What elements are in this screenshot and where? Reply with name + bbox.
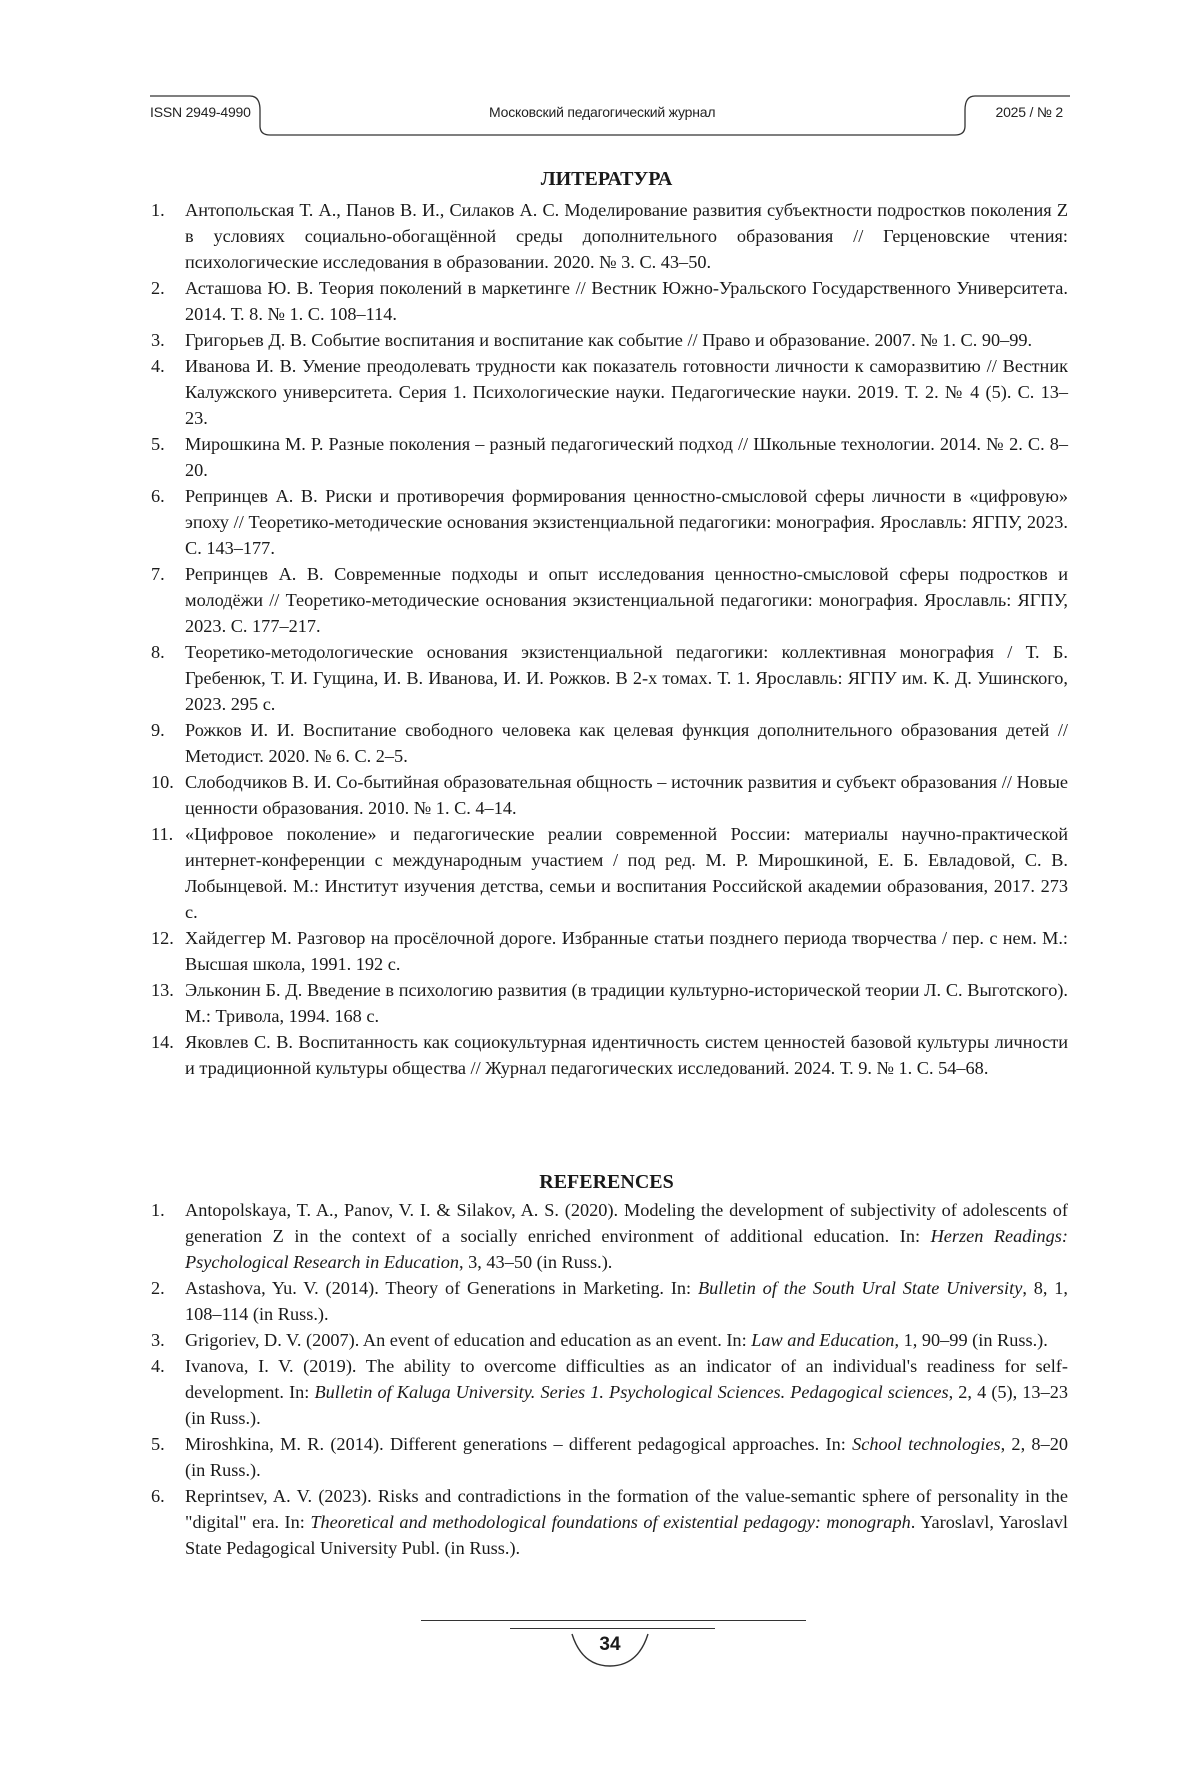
ref-text: Reprintsev, A. V. (2023). Risks and contradictions in the formation of the value-semantic sphere of personality in the "digital" era. In: bbox=[185, 1486, 1068, 1532]
issn-label: ISSN 2949-4990 bbox=[150, 104, 251, 120]
ref-text: Miroshkina, M. R. (2014). Different generations – different pedagogical approaches. In: bbox=[185, 1434, 852, 1454]
item-number: 4. bbox=[151, 1353, 165, 1379]
item-number: 10. bbox=[151, 769, 174, 795]
item-number: 13. bbox=[151, 977, 174, 1003]
item-number: 9. bbox=[151, 717, 165, 743]
item-number: 6. bbox=[151, 483, 165, 509]
item-text: Рожков И. И. Воспитание свободного человека как целевая функция дополнительного образования детей // Методист. 2020. № 6. С. 2–5. bbox=[185, 720, 1068, 766]
item-number: 8. bbox=[151, 639, 165, 665]
journal-title: Московский педагогический журнал bbox=[489, 104, 715, 120]
ref-source: Theoretical and methodological foundations of existential pedagogy: monograph bbox=[310, 1512, 910, 1532]
item-number: 2. bbox=[151, 1275, 165, 1301]
item-text: Яковлев С. В. Воспитанность как социокультурная идентичность систем ценностей базовой культуры личности и традиционной культуры общества // Журнал педагогических исследований. 2024. Т. 9. № 1. С. 54–68. bbox=[185, 1032, 1068, 1078]
ref-tail: , 8, 1, 108–114 (in Russ.). bbox=[185, 1278, 1068, 1324]
item-number: 3. bbox=[151, 327, 165, 353]
ref-text: Antopolskaya, T. A., Panov, V. I. & Silakov, A. S. (2020). Modeling the development of subjectivity of adolescents of generation Z in the context of a socially enriched environment of additional education. In: bbox=[185, 1200, 1068, 1246]
ref-source: Law and Education bbox=[751, 1330, 894, 1350]
item-text: Григорьев Д. В. Событие воспитания и воспитание как событие // Право и образование. 2007. № 1. С. 90–99. bbox=[185, 330, 1032, 350]
item-text: Антопольская Т. А., Панов В. И., Силаков А. С. Моделирование развития субъектности подростков поколения Z в условиях социально-обогащённой среды дополнительного образования // Герценовские чтения: психологические исследования в образовании. 2020. № 3. С. 43–50. bbox=[185, 200, 1068, 272]
item-text: Асташова Ю. В. Теория поколений в маркетинге // Вестник Южно-Уральского Государственного Университета. 2014. Т. 8. № 1. С. 108–114. bbox=[185, 278, 1068, 324]
item-number: 7. bbox=[151, 561, 165, 587]
ref-tail: , 3, 43–50 (in Russ.). bbox=[459, 1252, 612, 1272]
item-number: 1. bbox=[151, 1197, 165, 1223]
item-number: 3. bbox=[151, 1327, 165, 1353]
page-number: 34 bbox=[580, 1634, 640, 1656]
item-number: 1. bbox=[151, 197, 165, 223]
item-number: 12. bbox=[151, 925, 174, 951]
item-number: 11. bbox=[151, 821, 173, 847]
issue-label: 2025 / № 2 bbox=[995, 104, 1063, 120]
ref-tail: , 2, 4 (5), 13–23 (in Russ.). bbox=[185, 1382, 1068, 1428]
ref-source: School technologies bbox=[852, 1434, 1000, 1454]
item-text: Эльконин Б. Д. Введение в психологию развития (в традиции культурно-исторической теории Л. С. Выготского). М.: Тривола, 1994. 168 с. bbox=[185, 980, 1068, 1026]
ref-tail: , 2, 8–20 (in Russ.). bbox=[185, 1434, 1068, 1480]
ref-text: Ivanova, I. V. (2019). The ability to overcome difficulties as an indicator of an individual's readiness for self-development. In: bbox=[185, 1356, 1068, 1402]
item-number: 14. bbox=[151, 1029, 174, 1055]
ref-source: Bulletin of the South Ural State University bbox=[698, 1278, 1022, 1298]
item-number: 5. bbox=[151, 431, 165, 457]
item-text: «Цифровое поколение» и педагогические реалии современной России: материалы научно-практической интернет-конференции с международным участием / под ред. М. Р. Мирошкиной, Е. Б. Евладовой, С. В. Лобынцевой. М.: Институт изучения детства, семьи и воспитания Российской академии образования, 2017. 273 с. bbox=[185, 824, 1068, 922]
journal-page bbox=[0, 0, 1200, 1783]
item-number: 5. bbox=[151, 1431, 165, 1457]
item-number: 6. bbox=[151, 1483, 165, 1509]
item-text: Хайдеггер М. Разговор на просёлочной дороге. Избранные статьи позднего периода творчества / пер. с нем. М.: Высшая школа, 1991. 192 с. bbox=[185, 928, 1068, 974]
item-text: Репринцев А. В. Риски и противоречия формирования ценностно-смысловой сферы личности в «цифровую» эпоху // Теоретико-методические основания экзистенциальной педагогики: монография. Ярославль: ЯГПУ, 2023. С. 143–177. bbox=[185, 486, 1068, 558]
ref-source: Herzen Readings: Psychological Research in Education bbox=[185, 1226, 1068, 1272]
item-text: Теоретико-методологические основания экзистенциальной педагогики: коллективная монография / Т. Б. Гребенюк, Т. И. Гущина, И. В. Иванова, И. И. Рожков. В 2-х томах. Т. 1. Ярославль: ЯГПУ им. К. Д. Ушинского, 2023. 295 с. bbox=[185, 642, 1068, 714]
literature-heading: ЛИТЕРАТУРА bbox=[0, 168, 1200, 191]
references-heading: REFERENCES bbox=[0, 1171, 1200, 1194]
ref-text: Grigoriev, D. V. (2007). An event of education and education as an event. In: bbox=[185, 1330, 751, 1350]
item-text: Репринцев А. В. Современные подходы и опыт исследования ценностно-смысловой сферы подростков и молодёжи // Теоретико-методические основания экзистенциальной педагогики: монография. Ярославль: ЯГПУ, 2023. С. 177–217. bbox=[185, 564, 1068, 636]
item-text: Мирошкина М. Р. Разные поколения – разный педагогический подход // Школьные технологии. 2014. № 2. С. 8–20. bbox=[185, 434, 1068, 480]
item-number: 4. bbox=[151, 353, 165, 379]
item-number: 2. bbox=[151, 275, 165, 301]
item-text: Иванова И. В. Умение преодолевать трудности как показатель готовности личности к саморазвитию // Вестник Калужского университета. Серия 1. Психологические науки. Педагогические науки. 2019. Т. 2. № 4 (5). С. 13– 23. bbox=[185, 356, 1068, 428]
item-text: Слободчиков В. И. Со-бытийная образовательная общность – источник развития и субъект образования // Новые ценности образования. 2010. № 1. С. 4–14. bbox=[185, 772, 1068, 818]
page-number-frame bbox=[0, 0, 1200, 1783]
ref-tail: , 1, 90–99 (in Russ.). bbox=[894, 1330, 1047, 1350]
ref-text: Astashova, Yu. V. (2014). Theory of Generations in Marketing. In: bbox=[185, 1278, 698, 1298]
ref-source: Bulletin of Kaluga University. Series 1. Psychological Sciences. Pedagogical sciences bbox=[314, 1382, 948, 1402]
ref-tail: . Yaroslavl, Yaroslavl State Pedagogical University Publ. (in Russ.). bbox=[185, 1512, 1068, 1558]
